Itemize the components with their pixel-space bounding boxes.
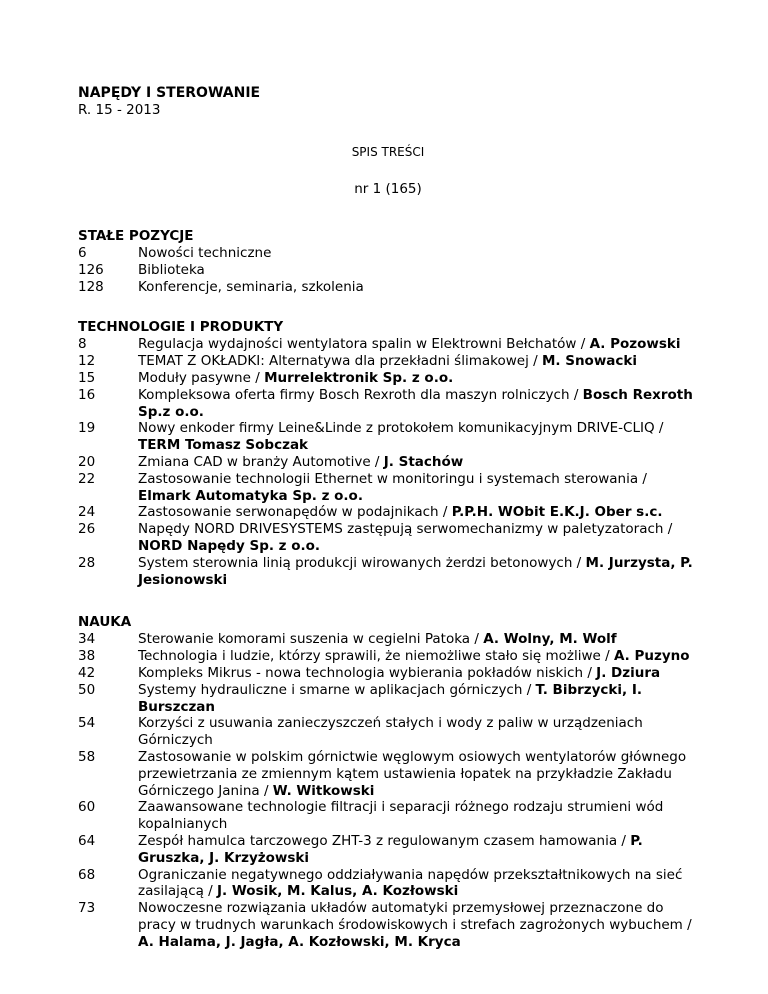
- entry-author: A. Puzyno: [613, 648, 690, 665]
- entry-title: Zastosowanie technologii Ethernet w monitoringu i systemach sterowania /: [138, 470, 647, 487]
- entry-page-number: 126: [78, 261, 104, 278]
- entry-text: [138, 833, 698, 867]
- entry-page-number: 15: [78, 369, 96, 386]
- entry-text: [138, 900, 698, 950]
- entry-page-number: 73: [78, 900, 96, 917]
- entry-author: M. Jurzysta, P. Jesionowski: [138, 554, 693, 588]
- entry-title: Zaawansowane technologie filtracji i separacji różnego rodzaju strumieni wód kopalnianych: [138, 799, 664, 833]
- entry-title: Korzyści z usuwania zanieczyszczeń stałych i wody z paliw w urządzeniach Górniczych: [138, 715, 643, 749]
- entry-title: Sterowanie komorami suszenia w cegielni Patoka /: [138, 631, 484, 648]
- entry-page-number: 60: [78, 799, 96, 816]
- entry-author: P. Gruszka, J. Krzyżowski: [138, 832, 643, 866]
- entry-text: [138, 665, 698, 682]
- entry-title: Moduły pasywne /: [138, 369, 265, 386]
- toc-entry: [78, 336, 698, 353]
- entry-page-number: 12: [78, 353, 96, 370]
- entry-title: Konferencje, seminaria, szkolenia: [138, 278, 364, 295]
- entry-title: Technologia i ludzie, którzy sprawili, że niemożliwe stało się możliwe /: [138, 648, 614, 665]
- entry-page-number: 54: [78, 715, 96, 732]
- toc-section: [78, 319, 698, 588]
- toc-section: [78, 614, 698, 950]
- entry-author: J. Dziura: [596, 664, 661, 681]
- entry-author: J. Wosik, M. Kalus, A. Kozłowski: [217, 883, 459, 900]
- entry-text: [138, 631, 698, 648]
- toc-entry: [78, 799, 698, 833]
- entry-author: A. Pozowski: [589, 336, 681, 353]
- entry-text: [138, 715, 698, 749]
- entry-page-number: 38: [78, 648, 96, 665]
- toc-entry: [78, 279, 698, 296]
- entry-title: Zmiana CAD w branży Automotive /: [138, 453, 384, 470]
- entry-title: Biblioteka: [138, 261, 205, 278]
- entry-title: Kompleks Mikrus - nowa technologia wybierania pokładów niskich /: [138, 664, 597, 681]
- entry-page-number: 50: [78, 681, 96, 698]
- entry-page-number: 24: [78, 504, 96, 521]
- toc-entry: [78, 387, 698, 421]
- entry-author: A. Halama, J. Jagła, A. Kozłowski, M. Kryca: [138, 933, 461, 950]
- toc-entry: [78, 245, 698, 262]
- entry-author: J. Stachów: [383, 453, 464, 470]
- toc-entry: [78, 370, 698, 387]
- entry-text: [138, 420, 698, 454]
- entry-page-number: 28: [78, 554, 96, 571]
- entry-page-number: 42: [78, 664, 96, 681]
- toc-section: [78, 228, 698, 295]
- entry-page-number: 6: [78, 245, 87, 261]
- toc-sections: [78, 228, 698, 950]
- entry-text: [138, 336, 698, 353]
- entry-title: Zespół hamulca tarczowego ZHT-3 z regulowanym czasem hamowania /: [138, 832, 631, 849]
- entry-text: [138, 867, 698, 901]
- toc-entry: [78, 504, 698, 521]
- entry-text: [138, 387, 698, 421]
- entry-page-number: 8: [78, 336, 87, 353]
- entry-title: Kompleksowa oferta firmy Bosch Rexroth dla maszyn rolniczych /: [138, 386, 583, 403]
- entry-author: P.P.H. WObit E.K.J. Ober s.c.: [451, 504, 663, 521]
- toc-entry: [78, 665, 698, 682]
- toc-entry: [78, 900, 698, 950]
- entry-page-number: 128: [78, 278, 104, 295]
- toc-entry: [78, 353, 698, 370]
- toc-entry: [78, 420, 698, 454]
- entry-text: [138, 471, 698, 505]
- entry-title: Zastosowanie serwonapędów w podajnikach /: [138, 504, 452, 521]
- entry-text: [138, 262, 698, 279]
- entry-author: T. Bibrzycki, I. Burszczan: [138, 681, 643, 715]
- entry-text: [138, 454, 698, 471]
- entry-page-number: 68: [78, 866, 96, 883]
- entry-title: Nowości techniczne: [138, 245, 272, 261]
- entry-title: System sterownia linią produkcji wirowanych żerdzi betonowych /: [138, 554, 586, 571]
- entry-author: M. Snowacki: [541, 353, 638, 370]
- entry-text: [138, 749, 698, 799]
- entry-author: TERM Tomasz Sobczak: [138, 437, 309, 454]
- entry-text: [138, 353, 698, 370]
- issue-number: nr 1 (165): [354, 181, 422, 197]
- entry-title: Zastosowanie w polskim górnictwie węglowym osiowych wentylatorów głównego przewietrzania ze zmiennym kątem ustawienia łopatek na przykładzie Zakładu Górniczego Janina /: [138, 748, 687, 799]
- document-page: [78, 84, 698, 950]
- entry-page-number: 19: [78, 420, 96, 437]
- toc-entry: [78, 648, 698, 665]
- toc-entry: [78, 631, 698, 648]
- toc-entry: [78, 682, 698, 716]
- entry-page-number: 20: [78, 453, 96, 470]
- entry-author: Elmark Automatyka Sp. z o.o.: [138, 487, 363, 504]
- entry-text: [138, 648, 698, 665]
- toc-entry: [78, 471, 698, 505]
- entry-title: Nowoczesne rozwiązania układów automatyki przemysłowej przeznaczone do pracy w trudnych warunkach środowiskowych i strefach zagrożonych wybuchem /: [138, 900, 692, 933]
- entry-title: TEMAT Z OKŁADKI: Alternatywa dla przekładni ślimakowej /: [138, 353, 542, 370]
- entry-text: [138, 504, 698, 521]
- entry-title: Systemy hydrauliczne i smarne w aplikacjach górniczych /: [138, 681, 536, 698]
- entry-text: [138, 555, 698, 589]
- toc-entry: [78, 749, 698, 799]
- toc-entry: [78, 833, 698, 867]
- toc-entry: [78, 262, 698, 279]
- entry-author: Murrelektronik Sp. z o.o.: [264, 369, 454, 386]
- entry-text: [138, 279, 698, 296]
- entry-author: Bosch Rexroth Sp.z o.o.: [138, 386, 693, 420]
- entry-page-number: 26: [78, 521, 96, 538]
- entry-title: Ograniczanie negatywnego oddziaływania napędów przekształtnikowych na sieć zasilającą /: [138, 866, 683, 900]
- entry-page-number: 58: [78, 748, 96, 765]
- entry-title: Regulacja wydajności wentylatora spalin w Elektrowni Bełchatów /: [138, 336, 590, 353]
- toc-heading: SPIS TREŚCI: [351, 145, 425, 159]
- entry-title: Nowy enkoder firmy Leine&Linde z protokołem komunikacyjnym DRIVE-CLIQ /: [138, 420, 664, 437]
- entry-text: [138, 682, 698, 716]
- entry-text: [138, 521, 698, 555]
- entry-page-number: 22: [78, 470, 96, 487]
- section-title: NAUKA: [78, 614, 132, 631]
- toc-entry: [78, 454, 698, 471]
- entry-text: [138, 245, 698, 262]
- journal-title: NAPĘDY I STEROWANIE: [78, 85, 261, 101]
- entry-title: Napędy NORD DRIVESYSTEMS zastępują serwomechanizmy w paletyzatorach /: [138, 521, 673, 538]
- section-title: TECHNOLOGIE I PRODUKTY: [78, 319, 284, 336]
- toc-entry: [78, 867, 698, 901]
- entry-author: W. Witkowski: [272, 782, 375, 799]
- entry-page-number: 64: [78, 832, 96, 849]
- entry-author: A. Wolny, M. Wolf: [483, 631, 617, 648]
- entry-page-number: 34: [78, 631, 96, 648]
- entry-text: [138, 370, 698, 387]
- entry-text: [138, 799, 698, 833]
- toc-entry: [78, 521, 698, 555]
- entry-page-number: 16: [78, 386, 96, 403]
- toc-entry: [78, 715, 698, 749]
- section-title: STAŁE POZYCJE: [78, 228, 194, 244]
- entry-author: NORD Napędy Sp. z o.o.: [138, 537, 321, 554]
- journal-volume: R. 15 - 2013: [78, 102, 161, 118]
- toc-entry: [78, 555, 698, 589]
